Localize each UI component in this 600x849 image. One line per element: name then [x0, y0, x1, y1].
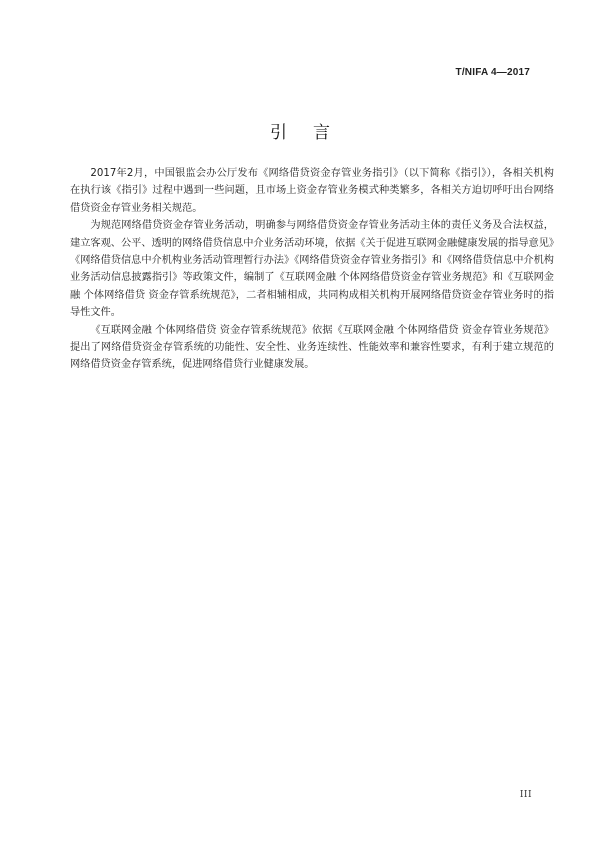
- paragraph-background: 2017年2月，中国银监会办公厅发布《网络借贷资金存管业务指引》（以下简称《指引》），各相关机构在执行该《指引》过程中遇到一些问题，且市场上资金存管业务模式种类繁多，各相关方迫切呼吁出台网络借贷资金存管业务相关规范。: [70, 168, 554, 214]
- section-title: 引言: [270, 123, 356, 143]
- document-body: [70, 165, 554, 374]
- document-code: T/NIFA 4—2017: [455, 67, 530, 78]
- paragraph-scope: 《互联网金融 个体网络借贷 资金存管系统规范》依据《互联网金融 个体网络借贷 资金存管业务规范》提出了网络借贷资金存管系统的功能性、安全性、业务连续性、性能效率和兼容性要求，有利于建立规范的网络借贷资金存管系统，促进网络借贷行业健康发展。: [70, 324, 554, 371]
- page-number: III: [519, 790, 532, 800]
- paragraph-purpose: 为规范网络借贷资金存管业务活动，明确参与网络借贷资金存管业务活动主体的责任义务及合法权益，建立客观、公平、透明的网络借贷信息中介业务活动环境，依据《关于促进互联网金融健康发展的指导意见》《网络借贷信息中介机构业务活动管理暂行办法》《网络借贷资金存管业务指引》和《网络借贷信息中介机构业务活动信息披露指引》等政策文件，编制了《互联网金融 个体网络借贷资金存管业务规范》和《互联网金融 个体网络借贷 资金存管系统规范》，二者相辅相成，共同构成相关机构开展网络借贷资金存管业务时的指导性文件。: [70, 220, 554, 319]
